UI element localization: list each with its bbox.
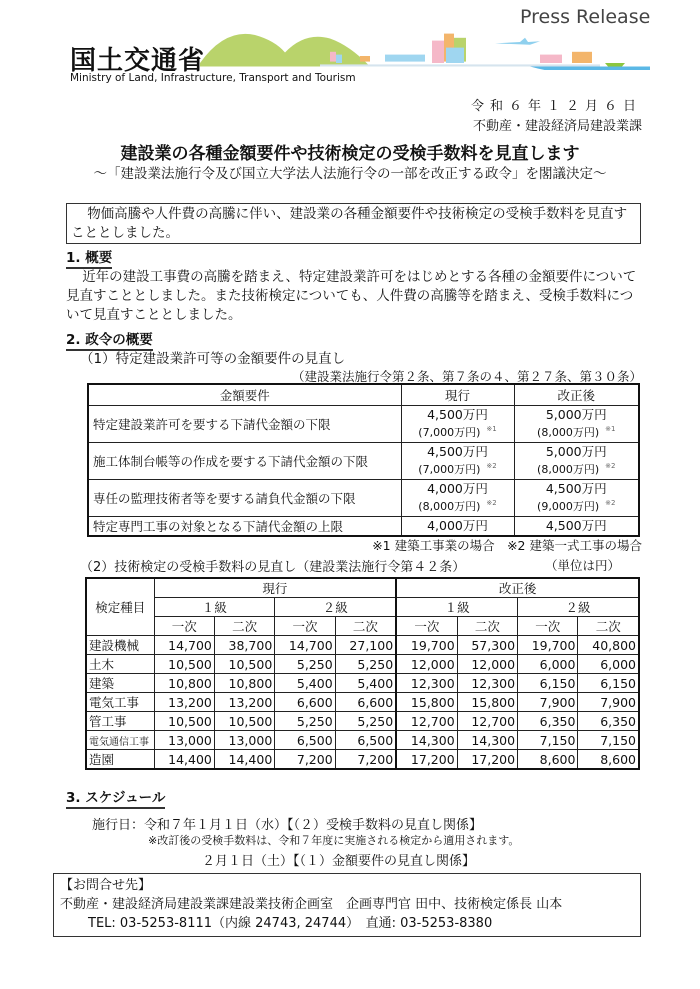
table-row — [86, 731, 639, 750]
table-row — [86, 655, 639, 674]
requirement-label: 施工体制台帳等の作成を要する下請代金額の下限 — [88, 442, 401, 479]
header-stage: 一次 — [518, 617, 578, 636]
logo-english: Ministry of Land, Infrastructure, Transport and Tourism — [70, 72, 356, 84]
contact-phone: TEL: 03-5253-8111（内線 24743, 24744） 直通: 03-5253-8380 — [88, 916, 493, 931]
fee-value: 7,200 — [275, 750, 335, 770]
subsection-1-title: （1）特定建設業許可等の金額要件の見直し — [80, 351, 346, 367]
current-value: 4,500万円 (7,000万円) $^{※2}$ — [401, 442, 514, 479]
header-stage: 二次 — [214, 617, 274, 636]
fee-value: 40,800 — [578, 636, 639, 655]
fee-value: 19,700 — [518, 636, 578, 655]
header-kind: 検定種目 — [86, 578, 154, 636]
exam-kind: 建築 — [86, 674, 154, 693]
section-2-heading: 2. 政令の概要 — [66, 328, 153, 351]
fee-value: 7,900 — [578, 693, 639, 712]
table-row — [86, 712, 639, 731]
fee-value: 14,700 — [275, 636, 335, 655]
header-current: 現行 — [154, 578, 396, 598]
table-row — [88, 516, 639, 536]
banner-illustration — [200, 28, 650, 70]
fee-value: 6,600 — [275, 693, 335, 712]
revised-value: 4,500万円 (9,000万円) $^{※2}$ — [514, 479, 639, 516]
table-row — [86, 674, 639, 693]
header-current: 現行 — [401, 384, 514, 405]
fee-value: 15,800 — [457, 693, 517, 712]
fee-value: 5,400 — [335, 674, 396, 693]
requirement-label: 専任の監理技術者等を要する請負代金額の下限 — [88, 479, 401, 516]
header-grade1: １級 — [154, 598, 275, 617]
table-notes: ※1 建築工事業の場合 ※2 建築一式工事の場合 — [372, 538, 642, 553]
fee-value: 14,300 — [396, 731, 457, 750]
department: 不動産・建設経済局建設業課 — [472, 119, 642, 134]
unit-label: （単位は円） — [545, 558, 621, 573]
schedule-line-1: 施行日：令和７年１月１日（水）【（２）受検手数料の見直し関係】 — [92, 818, 483, 833]
contact-box — [53, 873, 641, 937]
header-requirement: 金額要件 — [88, 384, 401, 405]
table-row — [86, 636, 639, 655]
page-title: 建設業の各種金額要件や技術検定の受検手数料を見直します — [120, 144, 580, 164]
logo-mlit: 国土交通省 — [70, 46, 206, 76]
fee-value: 6,500 — [335, 731, 396, 750]
summary-box: 物価高騰や人件費の高騰に伴い、建設業の各種金額要件や技術検定の受検手数料を見直すこととしました。 — [66, 203, 641, 244]
fee-value: 10,500 — [154, 655, 214, 674]
fee-value: 6,000 — [518, 655, 578, 674]
fee-value: 6,150 — [578, 674, 639, 693]
exam-kind: 電気工事 — [86, 693, 154, 712]
exam-kind: 管工事 — [86, 712, 154, 731]
revised-value: 5,000万円 (8,000万円) $^{※1}$ — [514, 405, 639, 442]
header-stage: 一次 — [275, 617, 335, 636]
fee-value: 27,100 — [335, 636, 396, 655]
fee-value: 7,200 — [335, 750, 396, 770]
press-release-label: Press Release — [520, 6, 651, 28]
fee-value: 6,600 — [335, 693, 396, 712]
table-row — [88, 479, 639, 516]
section-1-heading: 1. 概要 — [66, 246, 112, 269]
fee-value: 8,600 — [518, 750, 578, 770]
header-stage: 一次 — [396, 617, 457, 636]
fee-value: 12,300 — [457, 674, 517, 693]
fee-value: 7,150 — [518, 731, 578, 750]
header-grade1: １級 — [396, 598, 517, 617]
header-revised: 改正後 — [514, 384, 639, 405]
fee-value: 13,000 — [214, 731, 274, 750]
table-header-row — [88, 384, 639, 405]
schedule-note: ※改訂後の受検手数料は、令和７年度に実施される検定から適用されます。 — [148, 834, 520, 847]
section-1-text: 近年の建設工事費の高騰を踏まえ、特定建設業許可をはじめとする各種の金額要件について見直すこととしました。また技術検定についても、人件費の高騰等を踏まえ、受検手数料について見直すこととしました。 — [66, 269, 637, 323]
fee-value: 6,500 — [275, 731, 335, 750]
fee-value: 6,000 — [578, 655, 639, 674]
fee-value: 14,400 — [154, 750, 214, 770]
fee-value: 10,800 — [154, 674, 214, 693]
amount-requirements-table — [87, 383, 640, 537]
header-stage: 二次 — [578, 617, 639, 636]
fee-value: 14,700 — [154, 636, 214, 655]
subsection-2-title: （2）技術検定の受検手数料の見直し（建設業法施行令第４２条） — [80, 560, 466, 575]
exam-kind: 造園 — [86, 750, 154, 770]
fee-value: 12,000 — [457, 655, 517, 674]
fee-value: 5,250 — [335, 655, 396, 674]
fee-value: 5,250 — [275, 712, 335, 731]
header-stage: 一次 — [154, 617, 214, 636]
fee-value: 10,500 — [214, 655, 274, 674]
fee-value: 8,600 — [578, 750, 639, 770]
header-revised: 改正後 — [396, 578, 639, 598]
fee-value: 57,300 — [457, 636, 517, 655]
header-grade2: ２級 — [518, 598, 639, 617]
fee-value: 38,700 — [214, 636, 274, 655]
fee-value: 19,700 — [396, 636, 457, 655]
header-stage: 二次 — [335, 617, 396, 636]
fee-value: 10,500 — [154, 712, 214, 731]
exam-fee-table — [85, 577, 640, 770]
revised-value: 4,500万円 — [514, 516, 639, 536]
fee-value: 5,250 — [335, 712, 396, 731]
current-value: 4,000万円 — [401, 516, 514, 536]
fee-value: 6,350 — [518, 712, 578, 731]
release-date: 令和６年１２月６日 — [470, 99, 642, 114]
requirement-label: 特定建設業許可を要する下請代金額の下限 — [88, 405, 401, 442]
fee-value: 10,500 — [214, 712, 274, 731]
fee-value: 5,250 — [275, 655, 335, 674]
header-grade2: ２級 — [275, 598, 396, 617]
fee-value: 17,200 — [396, 750, 457, 770]
exam-kind: 建設機械 — [86, 636, 154, 655]
current-value: 4,500万円 (7,000万円) $^{※1}$ — [401, 405, 514, 442]
fee-value: 10,800 — [214, 674, 274, 693]
contact-heading: 【お問合せ先】 — [60, 878, 152, 893]
fee-value: 12,700 — [457, 712, 517, 731]
table-row — [88, 442, 639, 479]
revised-value: 5,000万円 (8,000万円) $^{※2}$ — [514, 442, 639, 479]
exam-kind: 土木 — [86, 655, 154, 674]
exam-kind: 電気通信工事 — [86, 731, 154, 750]
fee-value: 14,400 — [214, 750, 274, 770]
table-row — [86, 750, 639, 770]
fee-value: 7,150 — [578, 731, 639, 750]
fee-value: 17,200 — [457, 750, 517, 770]
fee-value: 14,300 — [457, 731, 517, 750]
fee-value: 13,000 — [154, 731, 214, 750]
fee-value: 12,000 — [396, 655, 457, 674]
fee-value: 13,200 — [214, 693, 274, 712]
fee-value: 12,300 — [396, 674, 457, 693]
table-row — [88, 405, 639, 442]
fee-value: 7,900 — [518, 693, 578, 712]
fee-value: 12,700 — [396, 712, 457, 731]
subsection-1-citation: （建設業法施行令第２条、第７条の４、第２７条、第３０条） — [291, 369, 642, 384]
schedule-line-2: ２月１日（土）【（１）金額要件の見直し関係】 — [202, 854, 476, 869]
header-stage: 二次 — [457, 617, 517, 636]
contact-office: 不動産・建設経済局建設業課建設業技術企画室 企画専門官 田中、技術検定係長 山本 — [60, 897, 563, 912]
page-subtitle: ～「建設業法施行令及び国立大学法人法施行令の一部を改正する政令」を閣議決定～ — [93, 166, 607, 182]
fee-value: 13,200 — [154, 693, 214, 712]
requirement-label: 特定専門工事の対象となる下請代金額の上限 — [88, 516, 401, 536]
fee-value: 6,350 — [578, 712, 639, 731]
fee-value: 15,800 — [396, 693, 457, 712]
fee-value: 6,150 — [518, 674, 578, 693]
section-3-heading: 3. スケジュール — [66, 786, 165, 809]
table-row — [86, 693, 639, 712]
current-value: 4,000万円 (8,000万円) $^{※2}$ — [401, 479, 514, 516]
fee-value: 5,400 — [275, 674, 335, 693]
